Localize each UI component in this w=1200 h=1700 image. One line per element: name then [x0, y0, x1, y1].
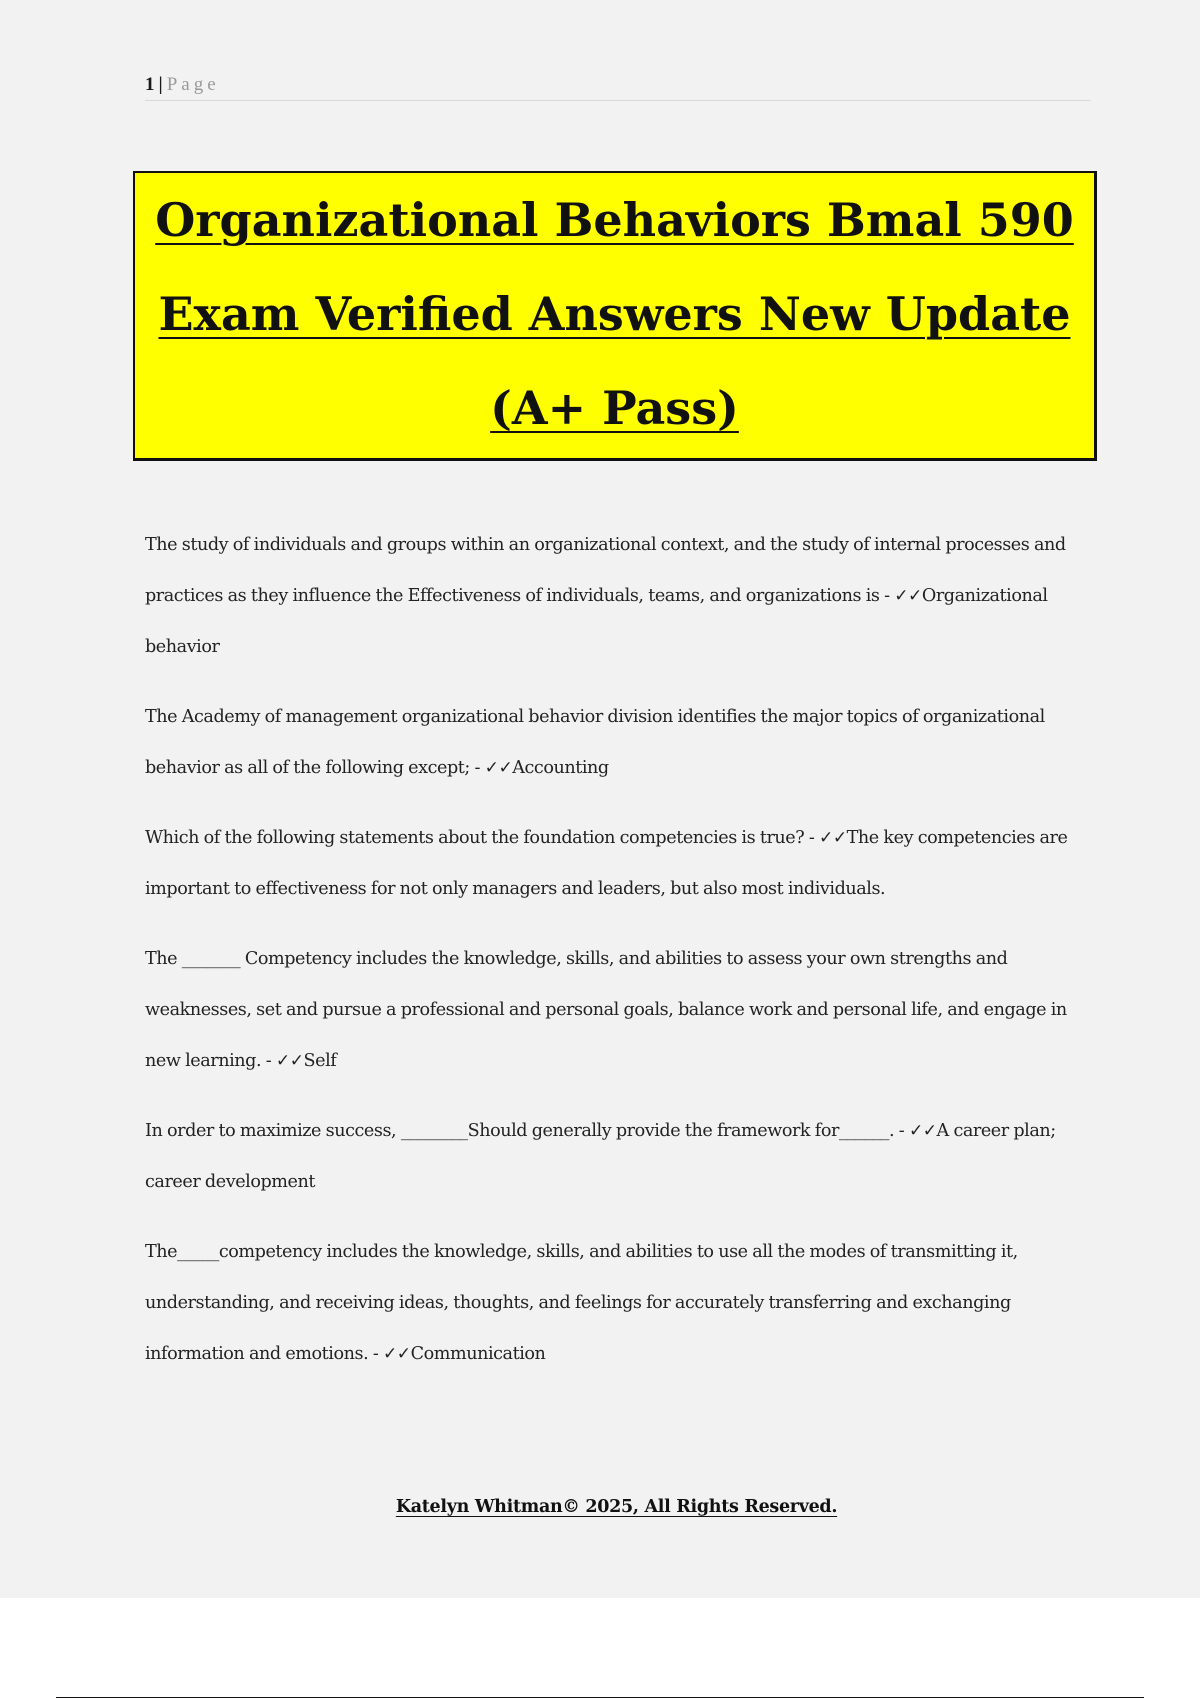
double-check-icon: ✓✓: [383, 1344, 411, 1364]
question-text: The study of individuals and groups within an organizational context, and the study of internal processes and practices as they influence the Effectiveness of individuals, teams, and organizations is -: [145, 535, 1066, 606]
question-text: The_____competency includes the knowledge, skills, and abilities to use all the modes of transmitting it, understanding, and receiving ideas, thoughts, and feelings for accurately transferring and exchanging information and emotions. -: [145, 1242, 1018, 1364]
copyright-footer: [0, 1497, 1200, 1517]
question-item: [145, 1227, 1091, 1380]
answer-text: Organizational behavior: [145, 586, 1048, 657]
question-item: [145, 1106, 1091, 1208]
document-title: [135, 173, 1094, 455]
double-check-icon: ✓✓: [819, 828, 847, 848]
question-item: [145, 934, 1091, 1087]
title-line-3: (A+ Pass): [490, 381, 739, 435]
question-item: [145, 813, 1091, 915]
question-list: [145, 520, 1091, 1399]
question-text: Which of the following statements about the foundation competencies is true? -: [145, 828, 820, 848]
title-line-1: Organizational Behaviors Bmal 590: [155, 193, 1074, 247]
page-word: Page: [166, 74, 220, 95]
double-check-icon: ✓✓: [275, 1051, 304, 1071]
answer-text: A career plan; career development: [145, 1121, 1056, 1192]
answer-text: The key competencies are important to effectiveness for not only managers and leaders, but also most individuals.: [145, 828, 1068, 899]
question-text: The Academy of management organizational behavior division identifies the major topics of organizational behavior as all of the following except; -: [145, 707, 1045, 778]
double-check-icon: ✓✓: [908, 1121, 937, 1141]
next-page-divider: [56, 1697, 1144, 1698]
question-text: In order to maximize success, ________Should generally provide the framework for______. -: [145, 1121, 909, 1141]
copyright-text: Katelyn Whitman© 2025, All Rights Reserved.: [395, 1497, 838, 1517]
answer-text: Self: [303, 1051, 337, 1071]
question-item: [145, 520, 1091, 673]
page-number: 1: [145, 74, 155, 95]
double-check-icon: ✓✓: [484, 758, 513, 778]
title-line-2: Exam Verified Answers New Update: [158, 287, 1071, 341]
page-header: [145, 72, 1091, 101]
question-item: [145, 692, 1091, 794]
question-text: The _______ Competency includes the knowledge, skills, and abilities to assess your own strengths and weaknesses, set and pursue a professional and personal goals, balance work and personal life, and engage in new learning. -: [145, 949, 1067, 1071]
double-check-icon: ✓✓: [894, 586, 922, 606]
page-header-separator: |: [158, 74, 163, 95]
title-box: [133, 171, 1097, 461]
answer-text: Accounting: [512, 758, 609, 778]
answer-text: Communication: [410, 1344, 546, 1364]
